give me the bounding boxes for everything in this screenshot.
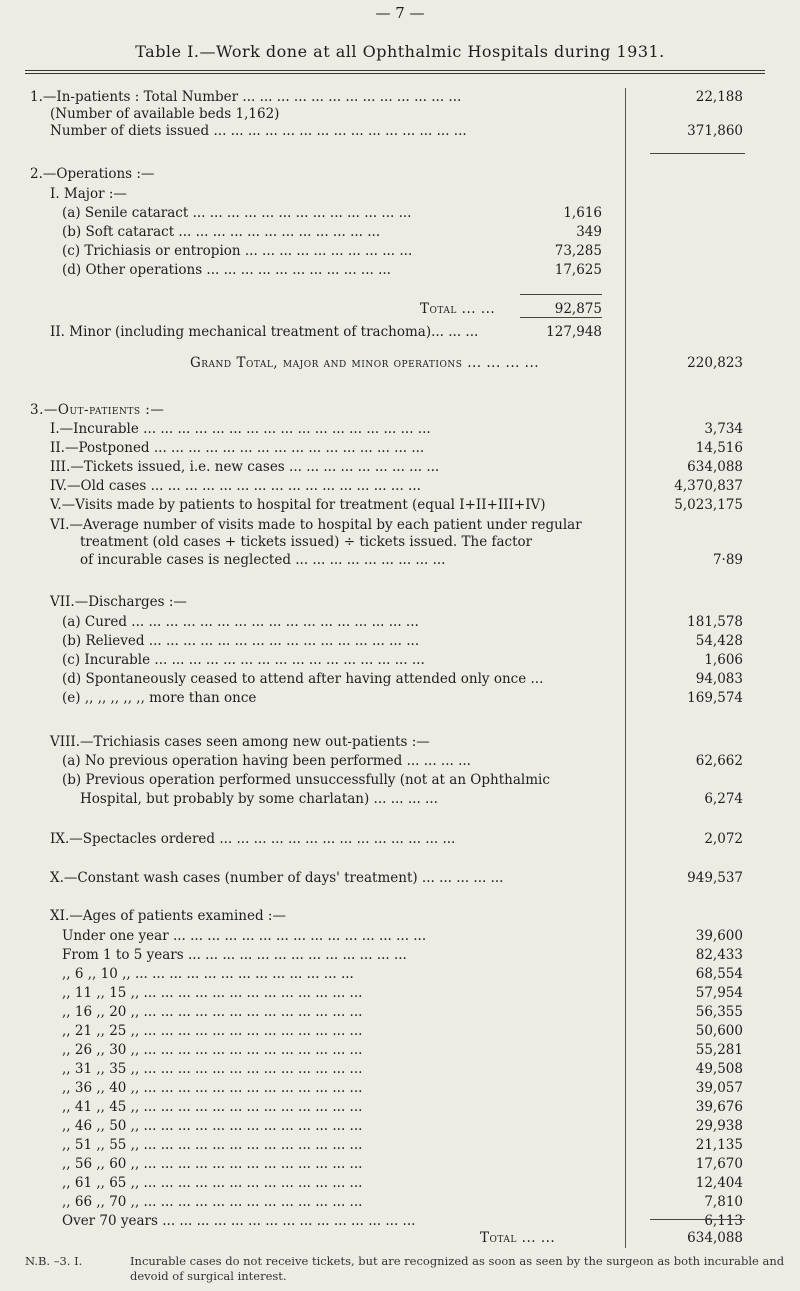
- row-label: ,, 26 ,, 30 ,, ... ... ... ... ... ... ... ... ... ... ... ... ...: [62, 1042, 363, 1058]
- row-label: ,, 36 ,, 40 ,, ... ... ... ... ... ... ... ... ... ... ... ... ...: [62, 1080, 363, 1096]
- row-label: ,, 61 ,, 65 ,, ... ... ... ... ... ... ... ... ... ... ... ... ...: [62, 1175, 363, 1191]
- row-value: 50,600: [695, 1023, 743, 1039]
- table-row: [0, 1059, 800, 1079]
- row-label: I.—Incurable ... ... ... ... ... ... ... ... ... ... ... ... ... ... ... ... ...: [50, 421, 431, 437]
- row-label: ,, 46 ,, 50 ,, ... ... ... ... ... ... ... ... ... ... ... ... ...: [62, 1118, 363, 1134]
- table-row: [0, 1192, 800, 1212]
- row-label: (a) Cured ... ... ... ... ... ... ... ... ... ... ... ... ... ... ... ... ...: [62, 614, 419, 630]
- row-subtotal: 17,625: [554, 262, 602, 278]
- table-row: [0, 1173, 800, 1193]
- row-label: XI.—Ages of patients examined :—: [50, 908, 286, 924]
- table-row: [0, 669, 800, 689]
- table-row: [0, 241, 800, 261]
- row-value: 634,088: [687, 1230, 743, 1246]
- row-value: 22,188: [695, 89, 743, 105]
- table-row: [0, 1021, 800, 1041]
- row-label: (a) Senile cataract ... ... ... ... ... ... ... ... ... ... ... ... ...: [62, 205, 412, 221]
- table-row: [0, 184, 800, 204]
- row-label: ,, 31 ,, 35 ,, ... ... ... ... ... ... ... ... ... ... ... ... ...: [62, 1061, 363, 1077]
- row-label: 1.—In-patients : Total Number ... ... ... ... ... ... ... ... ... ... ... ... ...: [30, 89, 462, 105]
- row-label: Over 70 years ... ... ... ... ... ... ... ... ... ... ... ... ... ... ...: [62, 1213, 416, 1229]
- row-value: 29,938: [695, 1118, 743, 1134]
- page-number: — 7 —: [375, 4, 425, 22]
- row-value: 21,135: [695, 1137, 743, 1153]
- row-subtotal: 1,616: [563, 205, 602, 221]
- table-row: [0, 964, 800, 984]
- table-row: [0, 1228, 800, 1248]
- table-row: [0, 1116, 800, 1136]
- table-row: [0, 829, 800, 849]
- row-label: Grand Total, major and minor operations ... ... ... ...: [190, 355, 540, 371]
- row-label: VII.—Discharges :—: [50, 594, 187, 610]
- row-label: (b) Relieved ... ... ... ... ... ... ... ... ... ... ... ... ... ... ... ...: [62, 633, 420, 649]
- row-label: ,, 16 ,, 20 ,, ... ... ... ... ... ... ... ... ... ... ... ... ...: [62, 1004, 363, 1020]
- ages-total-underline: [650, 1219, 745, 1220]
- row-label: ,, 66 ,, 70 ,, ... ... ... ... ... ... ... ... ... ... ... ... ...: [62, 1194, 363, 1210]
- table-row: [0, 299, 800, 319]
- row-value: 49,508: [695, 1061, 743, 1077]
- table-row: [0, 457, 800, 477]
- table-row: [0, 983, 800, 1003]
- row-label: (b) Soft cataract ... ... ... ... ... ... ... ... ... ... ... ...: [62, 224, 381, 240]
- table-row: [0, 532, 800, 552]
- row-value: 7,810: [704, 1194, 743, 1210]
- row-label: 3.—Out-patients :—: [30, 402, 165, 418]
- row-value: 57,954: [695, 985, 743, 1001]
- row-value: 7·89: [712, 552, 743, 568]
- row-label: Total ... ...: [480, 1230, 556, 1246]
- row-label: From 1 to 5 years ... ... ... ... ... ... ... ... ... ... ... ... ...: [62, 947, 407, 963]
- row-value: 949,537: [687, 870, 743, 886]
- row-value: 371,860: [687, 123, 743, 139]
- row-label: ,, 11 ,, 15 ,, ... ... ... ... ... ... ... ... ... ... ... ... ...: [62, 985, 363, 1001]
- title-rule-top: [25, 70, 765, 71]
- table-row: [0, 550, 800, 570]
- row-label: (c) Incurable ... ... ... ... ... ... ... ... ... ... ... ... ... ... ... ...: [62, 652, 425, 668]
- row-label: Hospital, but probably by some charlatan) ... ... ... ...: [80, 791, 438, 807]
- title-rule-bottom: [25, 73, 765, 74]
- row-label: Total ... ...: [420, 301, 496, 317]
- row-label: of incurable cases is neglected ... ... ... ... ... ... ... ... ...: [80, 552, 446, 568]
- table-row: [0, 322, 800, 342]
- row-label: (d) Other operations ... ... ... ... ... ... ... ... ... ... ...: [62, 262, 391, 278]
- row-value: 4,370,837: [674, 478, 743, 494]
- footnote-1-text: Incurable cases do not receive tickets, but are recognized as soon as seen by the surgeon as both incurable and devoid of surgical interest.: [130, 1254, 785, 1283]
- table-row: [0, 906, 800, 926]
- table-row: [0, 1040, 800, 1060]
- row-label: ,, 6 ,, 10 ,, ... ... ... ... ... ... ... ... ... ... ... ... ...: [62, 966, 354, 982]
- row-label: X.—Constant wash cases (number of days' treatment) ... ... ... ... ...: [50, 870, 504, 886]
- table-row: [0, 1097, 800, 1117]
- row-label: ,, 56 ,, 60 ,, ... ... ... ... ... ... ... ... ... ... ... ... ...: [62, 1156, 363, 1172]
- row-label: IV.—Old cases ... ... ... ... ... ... ... ... ... ... ... ... ... ... ... ...: [50, 478, 421, 494]
- table-row: [0, 612, 800, 632]
- table-row: [0, 260, 800, 280]
- row-label: III.—Tickets issued, i.e. new cases ... ... ... ... ... ... ... ... ...: [50, 459, 440, 475]
- row-label: IX.—Spectacles ordered ... ... ... ... ... ... ... ... ... ... ... ... ... ...: [50, 831, 456, 847]
- table-row: [0, 592, 800, 612]
- table-row: [0, 732, 800, 752]
- row-label: (Number of available beds 1,162): [50, 106, 280, 122]
- major-total-underline: [520, 294, 602, 295]
- table-row: [0, 164, 800, 184]
- table-row: [0, 121, 800, 141]
- table-row: [0, 400, 800, 420]
- row-subtotal: 92,875: [554, 301, 602, 317]
- row-label: I. Major :—: [50, 186, 127, 202]
- table-row: [0, 945, 800, 965]
- table-row: [0, 419, 800, 439]
- row-value: 94,083: [695, 671, 743, 687]
- row-value: 5,023,175: [674, 497, 743, 513]
- row-label: Under one year ... ... ... ... ... ... ... ... ... ... ... ... ... ... ...: [62, 928, 427, 944]
- row-value: 56,355: [695, 1004, 743, 1020]
- table-row: [0, 476, 800, 496]
- row-value: 39,600: [695, 928, 743, 944]
- row-label: ,, 21 ,, 25 ,, ... ... ... ... ... ... ... ... ... ... ... ... ...: [62, 1023, 363, 1039]
- row-label: (d) Spontaneously ceased to attend after having attended only once ...: [62, 671, 544, 687]
- row-value: 14,516: [695, 440, 743, 456]
- table-row: [0, 650, 800, 670]
- table-row: [0, 495, 800, 515]
- row-value: 62,662: [695, 753, 743, 769]
- table-row: [0, 789, 800, 809]
- table-row: [0, 353, 800, 373]
- table-row: [0, 770, 800, 790]
- row-value: 169,574: [687, 690, 743, 706]
- row-label: II.—Postponed ... ... ... ... ... ... ... ... ... ... ... ... ... ... ... ...: [50, 440, 425, 456]
- row-value: 3,734: [704, 421, 743, 437]
- row-value: 2,072: [704, 831, 743, 847]
- row-subtotal: 73,285: [554, 243, 602, 259]
- table-title: Table I.—Work done at all Ophthalmic Hospitals during 1931.: [135, 42, 665, 61]
- table-row: [0, 631, 800, 651]
- row-label: ,, 51 ,, 55 ,, ... ... ... ... ... ... ... ... ... ... ... ... ...: [62, 1137, 363, 1153]
- diets-underline: [650, 153, 745, 154]
- row-value: 12,404: [695, 1175, 743, 1191]
- table-row: [0, 688, 800, 708]
- table-row: [0, 438, 800, 458]
- row-value: 54,428: [695, 633, 743, 649]
- row-label: II. Minor (including mechanical treatment of trachoma)... ... ...: [50, 324, 479, 340]
- row-value: 82,433: [695, 947, 743, 963]
- minor-underline: [520, 317, 602, 318]
- table-row: [0, 1002, 800, 1022]
- table-row: [0, 926, 800, 946]
- row-label: VI.—Average number of visits made to hospital by each patient under regular: [50, 517, 582, 533]
- row-label: (b) Previous operation performed unsuccessfully (not at an Ophthalmic: [62, 772, 550, 788]
- row-value: 634,088: [687, 459, 743, 475]
- row-value: 6,113: [704, 1213, 743, 1229]
- row-label: (c) Trichiasis or entropion ... ... ... ... ... ... ... ... ... ...: [62, 243, 413, 259]
- table-row: [0, 751, 800, 771]
- row-value: 55,281: [695, 1042, 743, 1058]
- row-label: VIII.—Trichiasis cases seen among new out-patients :—: [50, 734, 430, 750]
- table-row: [0, 203, 800, 223]
- row-label: treatment (old cases + tickets issued) ÷ tickets issued. The factor: [80, 534, 533, 550]
- table-row: [0, 1078, 800, 1098]
- row-value: 17,670: [695, 1156, 743, 1172]
- table-row: [0, 1154, 800, 1174]
- row-value: 6,274: [704, 791, 743, 807]
- row-subtotal: 127,948: [546, 324, 602, 340]
- row-value: 220,823: [687, 355, 743, 371]
- table-row: [0, 868, 800, 888]
- table-row: [0, 222, 800, 242]
- row-value: 181,578: [687, 614, 743, 630]
- row-value: 68,554: [695, 966, 743, 982]
- row-label: ,, 41 ,, 45 ,, ... ... ... ... ... ... ... ... ... ... ... ... ...: [62, 1099, 363, 1115]
- row-subtotal: 349: [576, 224, 602, 240]
- footnote-1-key: N.B. –3. I.: [25, 1254, 83, 1268]
- row-label: (a) No previous operation having been performed ... ... ... ...: [62, 753, 471, 769]
- row-value: 1,606: [704, 652, 743, 668]
- row-value: 39,676: [695, 1099, 743, 1115]
- row-label: V.—Visits made by patients to hospital for treatment (equal I+II+III+IV): [50, 497, 546, 513]
- row-label: (e) ,, ,, ,, ,, ,, more than once: [62, 690, 257, 706]
- row-label: Number of diets issued ... ... ... ... ... ... ... ... ... ... ... ... ... ... ...: [50, 123, 467, 139]
- row-label: 2.—Operations :—: [30, 166, 155, 182]
- table-row: [0, 1135, 800, 1155]
- row-value: 39,057: [695, 1080, 743, 1096]
